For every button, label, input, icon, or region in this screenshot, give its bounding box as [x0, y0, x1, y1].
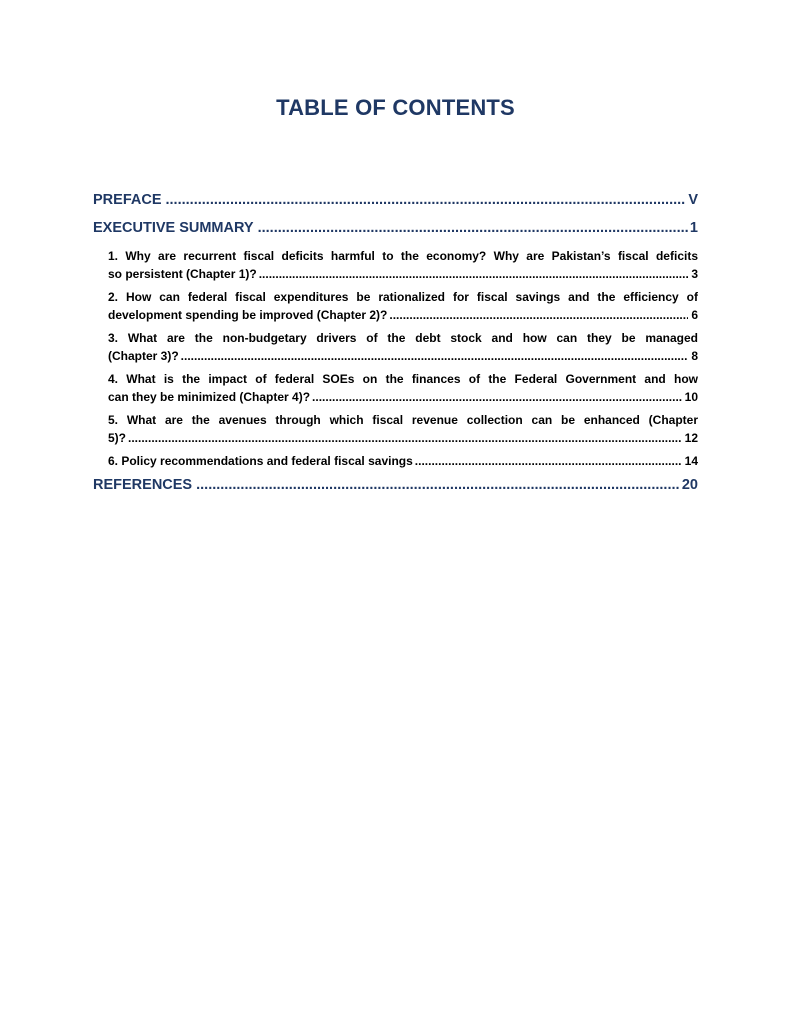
dot-leader	[415, 453, 682, 471]
toc-subentry-label: (Chapter 3)?	[108, 348, 179, 363]
toc-page-number: 3	[691, 266, 698, 281]
toc-subentry-final-line	[108, 430, 698, 448]
dot-leader	[196, 477, 680, 493]
toc-subentry-1[interactable]	[108, 248, 698, 283]
dot-leader	[259, 266, 689, 284]
toc-entry-label: EXECUTIVE SUMMARY	[93, 220, 254, 236]
toc-subentry-final-line	[108, 348, 698, 366]
toc-subentry-label: development spending be improved (Chapter 2)?	[108, 307, 388, 322]
dot-leader	[258, 220, 688, 236]
toc-subentry-line: 5. What are the avenues through which fiscal revenue collection can be enhanced (Chapter	[108, 413, 698, 427]
toc-subentry-6[interactable]	[108, 453, 698, 471]
toc-subentry-final-line	[108, 453, 698, 471]
toc-page-number: 20	[681, 476, 698, 493]
toc-subentry-3[interactable]	[108, 330, 698, 365]
toc-title: TABLE OF CONTENTS	[276, 95, 515, 120]
toc-subentry-label: 5)?	[108, 430, 126, 445]
toc-subentry-label: so persistent (Chapter 1)?	[108, 266, 257, 281]
toc-page-number: 14	[684, 454, 698, 468]
toc-subentry-2[interactable]	[108, 289, 698, 324]
toc-subentry-line: 4. What is the impact of federal SOEs on the finances of the Federal Government and how	[108, 372, 698, 386]
toc-page-number: V	[688, 192, 698, 208]
dot-leader	[128, 430, 682, 448]
toc-page-number: 1	[689, 220, 698, 236]
toc-page-number: 6	[691, 307, 698, 322]
toc-entry-preface[interactable]	[93, 192, 698, 212]
dot-leader	[166, 192, 687, 208]
toc-subentry-label: can they be minimized (Chapter 4)?	[108, 389, 311, 404]
toc-subentry-line: 2. How can federal fiscal expenditures be rationalized for fiscal savings and the efficiency of	[108, 290, 698, 304]
table-of-contents	[93, 192, 698, 505]
toc-subentry-5[interactable]	[108, 412, 698, 447]
toc-subentry-4[interactable]	[108, 371, 698, 406]
toc-entry-label: PREFACE	[93, 192, 162, 208]
toc-entry-label: REFERENCES	[93, 476, 193, 493]
dot-leader	[312, 389, 682, 407]
toc-subentry-line: 1. Why are recurrent fiscal deficits harmful to the economy? Why are Pakistan’s fiscal deficits	[108, 249, 698, 263]
toc-page-number: 12	[684, 430, 698, 445]
dot-leader	[389, 307, 688, 325]
toc-entry-references[interactable]	[93, 477, 698, 497]
toc-subentry-final-line	[108, 266, 698, 284]
toc-subentry-final-line	[108, 389, 698, 407]
toc-subentry-final-line	[108, 307, 698, 325]
dot-leader	[181, 348, 689, 366]
toc-page-number: 10	[684, 389, 698, 404]
toc-entry-executive-summary[interactable]	[93, 220, 698, 240]
toc-subentry-line: 3. What are the non-budgetary drivers of the debt stock and how can they be managed	[108, 331, 698, 345]
toc-page-number: 8	[691, 348, 698, 363]
toc-subentry-label: 6. Policy recommendations and federal fiscal savings	[108, 454, 413, 468]
